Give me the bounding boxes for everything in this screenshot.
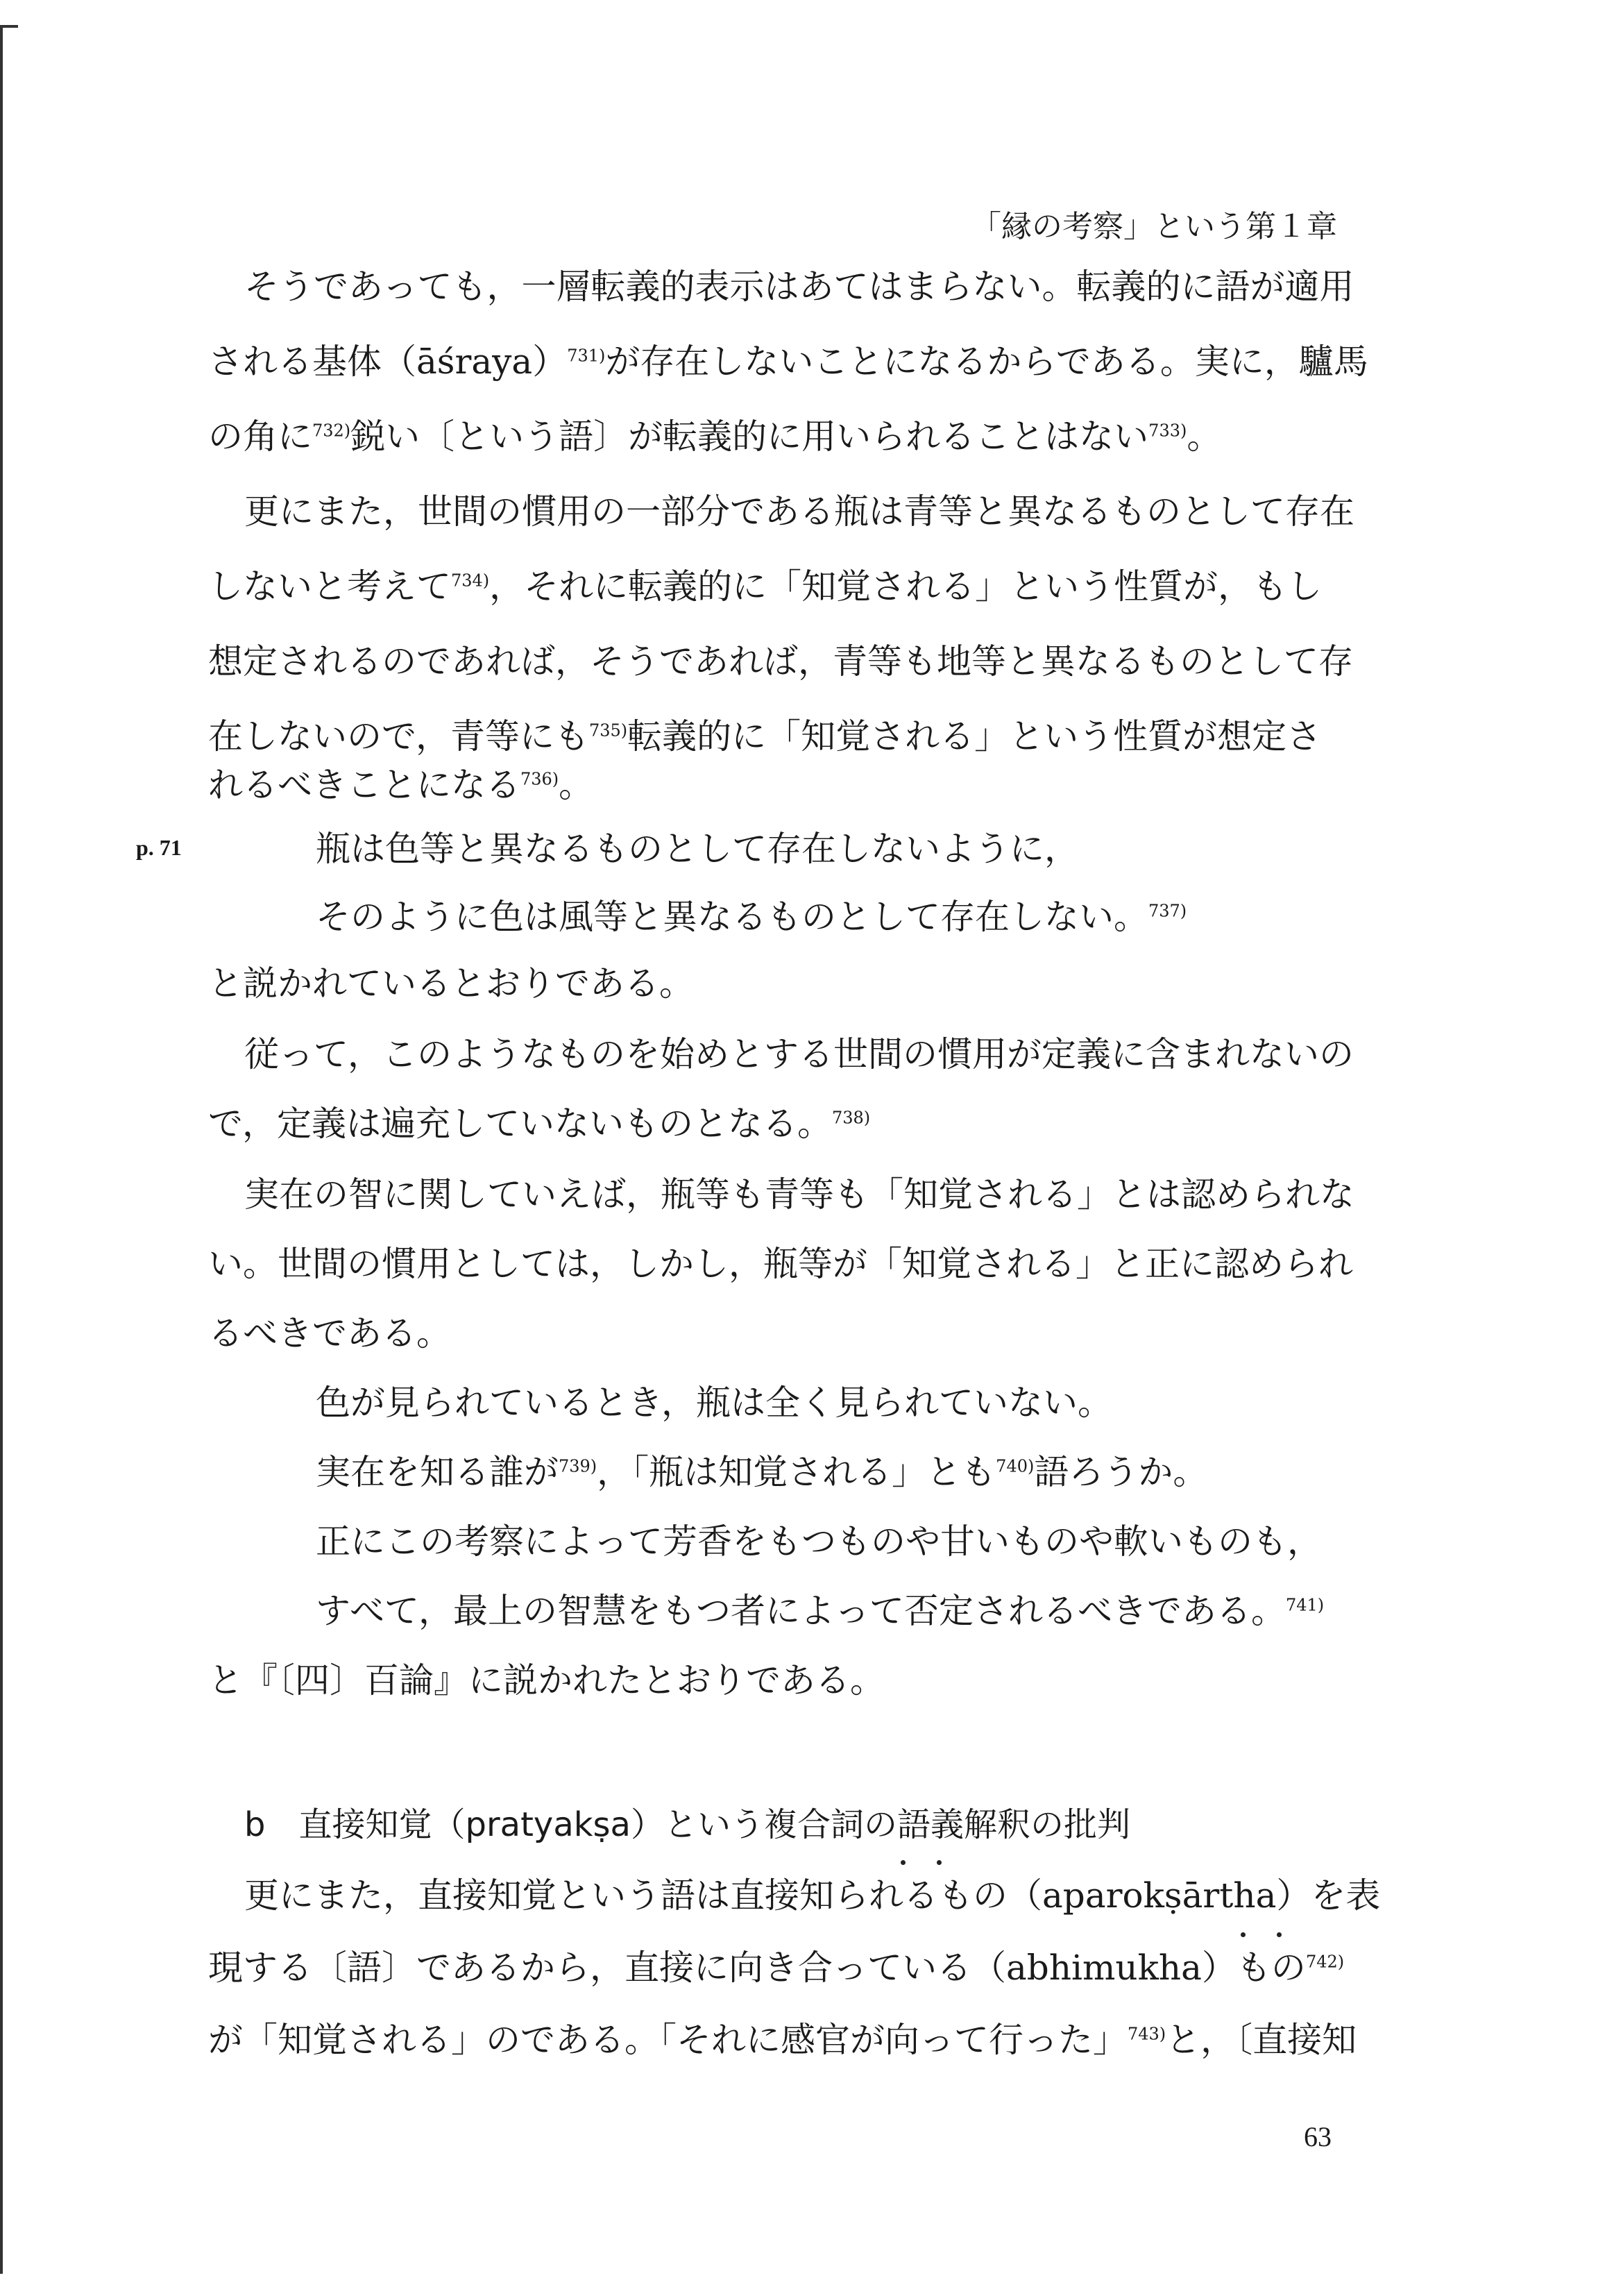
verse-line: すべて，最上の智慧をもつ者によって否定されるべきである。$^{741)}$ xyxy=(316,1591,1325,1631)
text-line: 更にまた，世間の慣用の一部分である瓶は青等と異なるものとして存在 xyxy=(244,491,1354,532)
text-line: と『〔四〕百論』に説かれたとおりである。 xyxy=(208,1660,885,1700)
footnote-ref: 742) xyxy=(1305,1952,1345,1972)
footnote-ref: 739) xyxy=(559,1456,597,1476)
verse-line: 色が見られているとき，瓶は全く見られていない。 xyxy=(316,1383,1112,1423)
text-line: 想定されるのであれば，そうであれば，青等も地等と異なるものとして存 xyxy=(208,641,1353,682)
text-line: の角に$^{732)}$鋭い〔という語〕が転義的に用いられることはない$^{733)}$。 xyxy=(208,416,1222,457)
text-line: れるべきことになる$^{736)}$。 xyxy=(208,765,594,805)
emphasis-dot xyxy=(901,1860,906,1865)
emphasis-dot xyxy=(937,1860,942,1865)
text-line: で，定義は遍充していないものとなる。$^{738)}$ xyxy=(208,1104,871,1144)
footnote-ref: 741) xyxy=(1286,1595,1325,1615)
emphasis-dot xyxy=(1277,1932,1282,1937)
footnote-ref: 740) xyxy=(996,1456,1035,1476)
text-line: される基体（āśraya）$^{731)}$が存在しないことになるからである。実に，驢馬 xyxy=(208,341,1368,382)
section-heading: b 直接知覚（pratyakṣa）という複合詞の語義解釈の批判 xyxy=(244,1805,1130,1844)
text-line: 現する〔語〕であるから，直接に向き合っている（abhimukha）もの$^{742)}$ xyxy=(208,1948,1345,1988)
footnote-ref: 732) xyxy=(312,421,351,441)
page-number: 63 xyxy=(1304,2121,1332,2152)
footnote-ref: 738) xyxy=(832,1108,871,1128)
footnote-ref: 733) xyxy=(1148,421,1187,441)
text-line: 従って，このようなものを始めとする世間の慣用が定義に含まれないの xyxy=(244,1034,1354,1074)
footnote-ref: 734) xyxy=(451,571,490,591)
verse-line: 瓶は色等と異なるものとして存在しないように， xyxy=(316,829,1079,869)
running-header: 「縁の考察」という第１章 xyxy=(971,209,1337,244)
footnote-ref: 743) xyxy=(1128,2024,1166,2044)
verse-line: そのように色は風等と異なるものとして存在しない。$^{737)}$ xyxy=(316,897,1187,937)
footnote-ref: 735) xyxy=(589,720,628,741)
emphasis-dot xyxy=(1241,1932,1246,1937)
text-line: が「知覚される」のである。「それに感官が向って行った」$^{743)}$と，〔直接知 xyxy=(208,2020,1357,2060)
verse-line: 正にこの考察によって芳香をもつものや甘いものや軟いものも， xyxy=(316,1521,1322,1562)
text-line: と説かれているとおりである。 xyxy=(208,963,694,1004)
footnote-ref: 736) xyxy=(520,769,559,789)
page-edge-rule xyxy=(0,25,3,2274)
text-line: 実在の智に関していえば，瓶等も青等も「知覚される」とは認められな xyxy=(244,1174,1354,1215)
text-line: 在しないので，青等にも$^{735)}$転義的に「知覚される」という性質が想定さ xyxy=(208,716,1322,757)
text-line: そうであっても，一層転義的表示はあてはまらない。転義的に語が適用 xyxy=(244,267,1354,307)
text-line: るべきである。 xyxy=(208,1313,451,1353)
footnote-ref: 737) xyxy=(1148,901,1187,921)
verse-line: 実在を知る誰が$^{739)}$，「瓶は知覚される」とも$^{740)}$語ろうか。 xyxy=(316,1452,1208,1492)
text-line: しないと考えて$^{734)}$，それに転義的に「知覚される」という性質が，もし xyxy=(208,566,1323,607)
page-edge-corner xyxy=(0,25,18,28)
text-line: い。世間の慣用としては，しかし，瓶等が「知覚される」と正に認められ xyxy=(208,1244,1353,1284)
margin-page-reference: p. 71 xyxy=(136,835,182,860)
text-line: 更にまた，直接知覚という語は直接知られるもの（aparokṣārtha）を表 xyxy=(244,1875,1381,1916)
footnote-ref: 731) xyxy=(567,346,606,366)
